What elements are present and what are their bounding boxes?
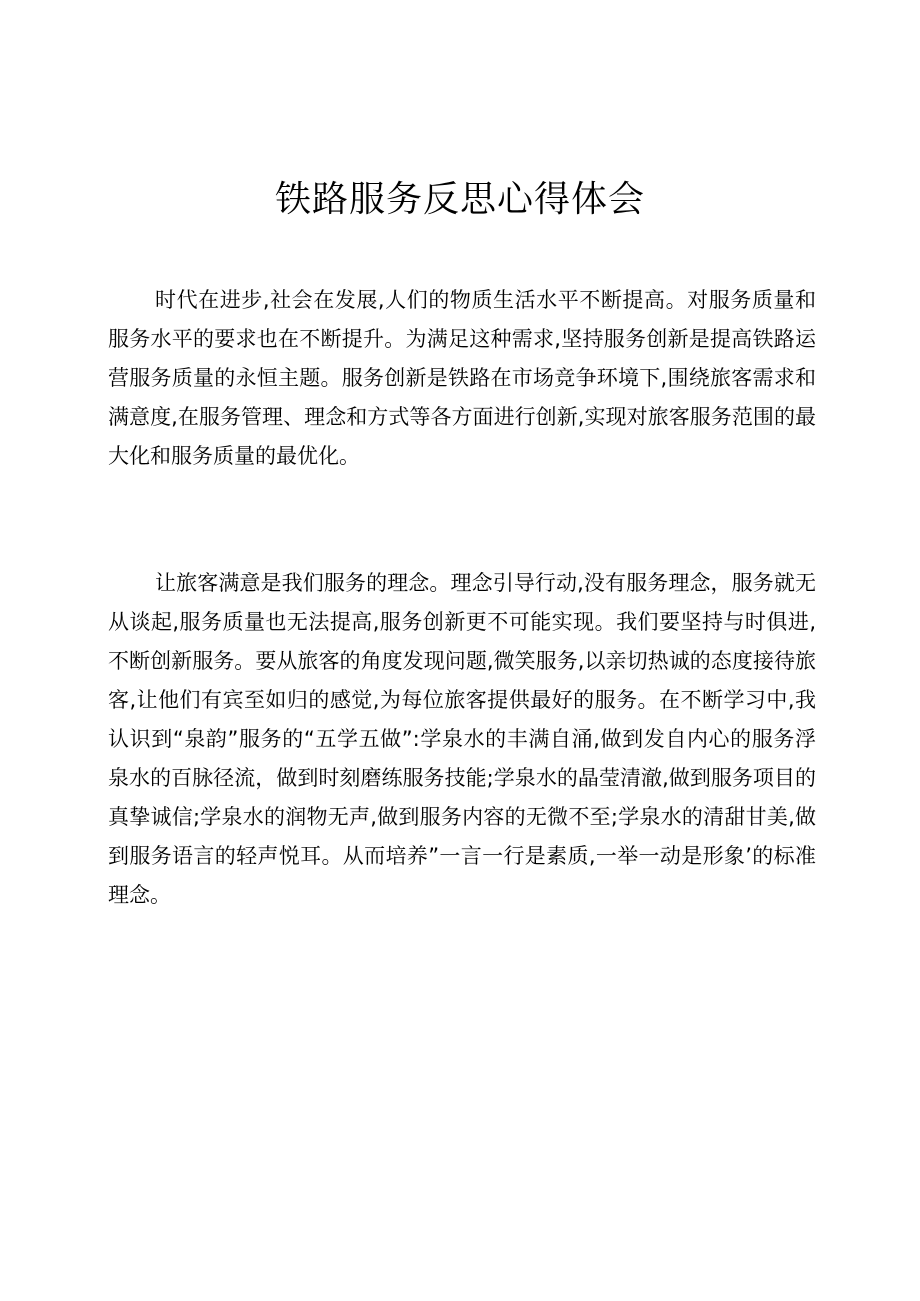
document-title: 铁路服务反思心得体会 <box>274 179 645 220</box>
paragraph-1: 时代在进步,社会在发展,人们的物质生活水平不断提高。对服务质量和服务水平的要求也在不断提升。为满足这种需求,坚持服务创新是提高铁路运营服务质量的永恒主题。服务创新是铁路在市场竞争环境下,围绕旅客需求和满意度,在服务管理、理念和方式等各方面进行创新,实现对旅客服务范围的最大化和服务质量的最优化。 <box>108 288 816 468</box>
paragraph-2: 让旅客满意是我们服务的理念。理念引导行动,没有服务理念，服务就无从谈起,服务质量也无法提高,服务创新更不可能实现。我们要坚持与时俱进,不断创新服务。要从旅客的角度发现问题,微笑服务,以亲切热诚的态度接待旅客,让他们有宾至如归的感觉,为每位旅客提供最好的服务。在不断学习中,我认识到“泉韵”服务的“五学五做”:学泉水的丰满自涌,做到发自内心的服务浮泉水的百脉径流，做到时刻磨练服务技能;学泉水的晶莹清澈,做到服务项目的真挚诚信;学泉水的润物无声,做到服务内容的无微不至;学泉水的清甜甘美,做到服务语言的轻声悦耳。从而培养”一言一行是素质,一举一动是形象’的标准理念。 <box>108 571 816 907</box>
